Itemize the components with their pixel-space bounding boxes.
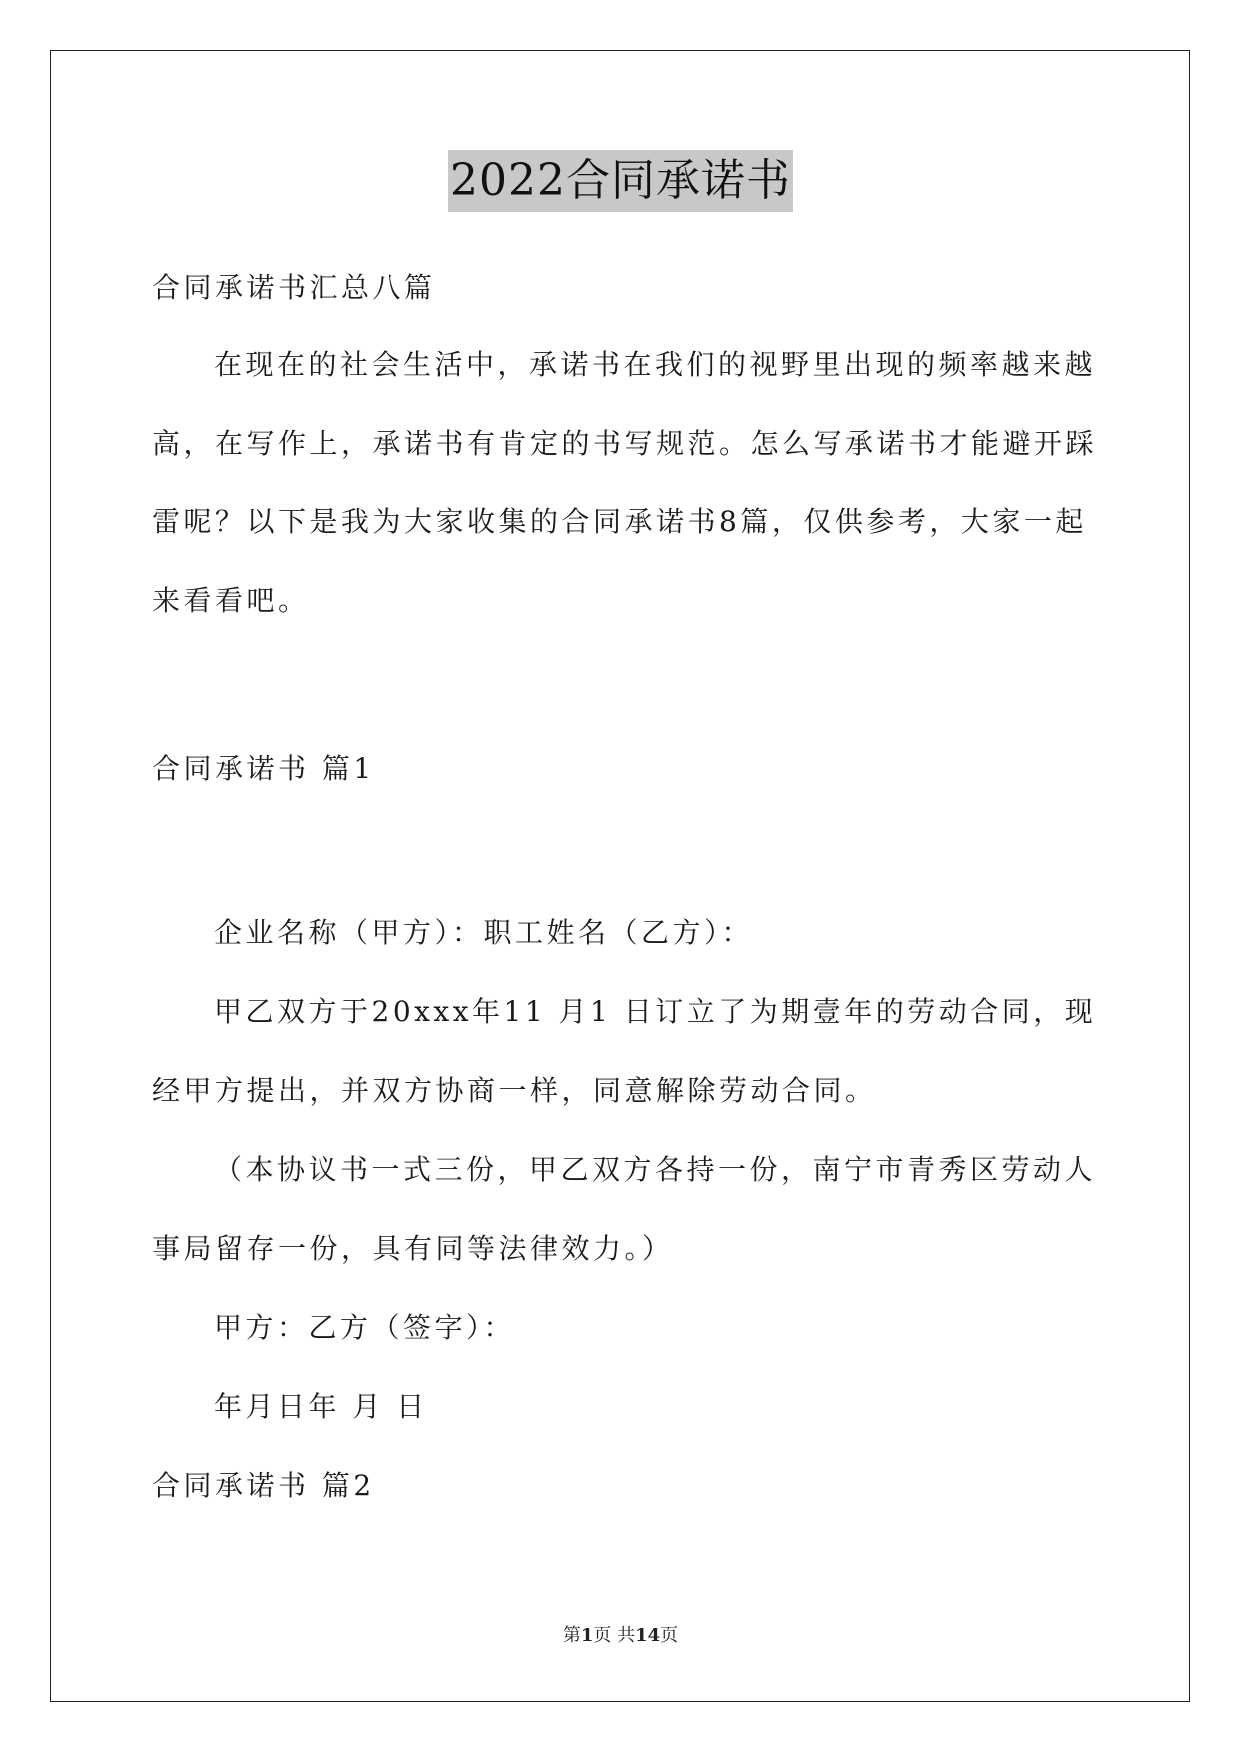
section-line: 经甲方提出，并双方协商一样，同意解除劳动合同。 (152, 1074, 877, 1107)
footer-suffix: 页 (660, 1625, 679, 1646)
intro-line: 来看看吧。 (152, 584, 310, 617)
section-line: 事局留存一份，具有同等法律效力。） (152, 1232, 674, 1265)
footer-total-pages: 14 (635, 1625, 661, 1646)
intro-line: 在现在的社会生活中，承诺书在我们的视野里出现的频率越来越 (214, 348, 1097, 381)
title-wrap (0, 150, 1241, 212)
section-line: 企业名称（甲方）：职工姓名（乙方）： (214, 916, 754, 949)
page-footer (0, 1624, 1241, 1648)
intro-line: 高，在写作上，承诺书有肯定的书写规范。怎么写承诺书才能避开踩 (152, 427, 1098, 460)
intro-line: 雷呢？以下是我为大家收集的合同承诺书8篇，仅供参考，大家一起 (152, 505, 1087, 538)
section-line: 年月日年 月 日 (214, 1390, 428, 1423)
document-subtitle: 合同承诺书汇总八篇 (152, 271, 436, 304)
section-heading: 合同承诺书 篇2 (152, 1469, 375, 1502)
section-heading: 合同承诺书 篇1 (152, 752, 375, 785)
section-line: 甲乙双方于20xxx年11 月1 日订立了为期壹年的劳动合同，现 (214, 995, 1097, 1028)
footer-prefix: 第 (562, 1625, 581, 1646)
footer-mid: 页 共 (593, 1625, 636, 1646)
footer-current-page: 1 (580, 1625, 594, 1646)
section-line: 甲方：乙方（签字）： (214, 1311, 516, 1344)
section-line: （本协议书一式三份，甲乙双方各持一份，南宁市青秀区劳动人 (214, 1153, 1097, 1186)
document-title: 2022合同承诺书 (448, 150, 793, 212)
